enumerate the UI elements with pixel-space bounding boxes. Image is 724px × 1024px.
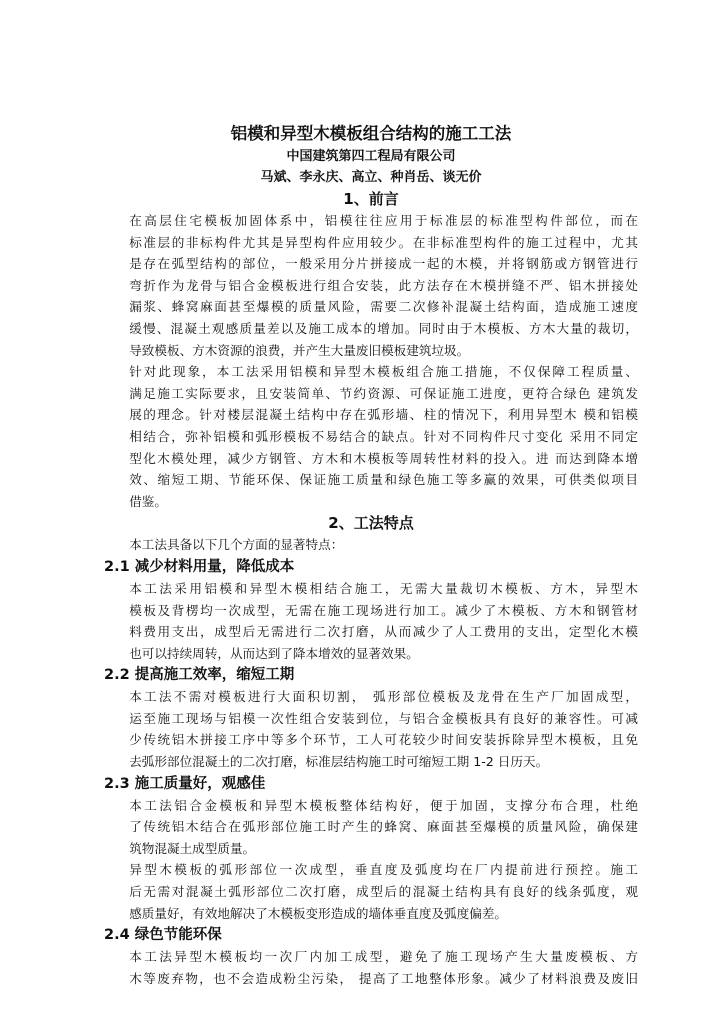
text-line: 异型木模板的弧形部位一次成型，垂直度及弧度均在厂内提前进行预控。施工	[129, 862, 638, 878]
paragraph	[104, 210, 638, 361]
text-line: 本工法不需对模板进行大面积切割， 弧形部位模板及龙骨在生产厂加固成型，	[129, 689, 638, 705]
document-title: 铝模和异型木模板组合结构的施工工法	[230, 124, 512, 143]
section-heading-features: 2、工法特点	[328, 514, 414, 533]
text-line: 导致模板、方木资源的浪费，并产生大量废旧模板建筑垃圾。	[129, 342, 470, 358]
text-line: 本工法具备以下几个方面的显著特点：	[129, 537, 344, 553]
text-line: 了传统铝木结合在弧形部位施工时产生的蜂窝、麻面甚至爆模的质量风险，确保建	[129, 819, 638, 835]
paragraph	[104, 534, 638, 556]
text-line: 展的理念。针对楼层混凝土结构中存在弧形墙、柱的情况下，利用异型木 模和铝模	[129, 407, 638, 423]
text-line: 针对此现象，本工法采用铝模和异型木模板组合施工措施，不仅保障工程质量、	[129, 364, 638, 380]
authors-line: 马斌、李永庆、高立、种肖岳、谈无价	[260, 170, 482, 185]
paragraph	[104, 361, 638, 512]
text-line: 弯折作为龙骨与铝合金模板进行组合安装，此方法存在木模拼缝不严、铝木拼接处	[129, 277, 638, 293]
text-line: 木等废弃物，也不会造成粉尘污染， 提高了工地整体形象。减少了材料浪费及废旧	[129, 970, 638, 986]
subsection-heading: 2.1 减少材料用量，降低成本	[104, 558, 295, 575]
text-line: 也可以持续周转，从而达到了降本增效的显著效果。	[129, 645, 419, 661]
text-line: 运至施工现场与铝模一次性组合安装到位，与铝合金模板具有良好的兼容性。可减	[129, 710, 638, 726]
paragraph	[104, 859, 638, 924]
text-line: 在高层住宅模板加固体系中，铝模往往应用于标准层的标准型构件部位，而在	[129, 213, 638, 228]
text-line: 标准层的非标构件尤其是异型构件应用较少。在非标准型构件的施工过程中，尤其	[129, 234, 638, 250]
text-line: 是存在弧型结构的部位，一般采用分片拼接成一起的木模，并将钢筋或方钢管进行	[129, 256, 638, 272]
text-line: 感质量好，有效地解决了木模板变形造成的墙体垂直度及弧度偏差。	[129, 905, 507, 921]
subsection-heading: 2.4 绿色节能环保	[104, 927, 222, 944]
document-content	[104, 122, 638, 989]
text-line: 满足施工实际要求，且安装简单、节约资源、可保证施工进度，更符合绿色 建筑发	[129, 385, 638, 401]
text-line: 少传统铝木拼接工序中等多个环节，工人可花较少时间安装拆除异型木模板，且免	[129, 732, 638, 748]
subsection-heading: 2.3 施工质量好，观感佳	[104, 775, 266, 792]
text-line: 后无需对混凝土弧形部位二次打磨，成型后的混凝土结构具有良好的线条弧度，观	[129, 884, 638, 900]
organization-line: 中国建筑第四工程局有限公司	[286, 149, 456, 164]
paragraph	[104, 946, 638, 989]
section-heading-introduction: 1、前言	[343, 190, 399, 208]
text-line: 本工法异型木模板均一次厂内加工成型，避免了施工现场产生大量废模板、方	[129, 949, 638, 965]
text-line: 本工法铝合金模板和异型木模板整体结构好，便于加固，支撑分布合理，杜绝	[129, 797, 638, 813]
paragraph	[104, 795, 638, 860]
text-line: 本工法采用铝模和异型木模相结合施工，无需大量裁切木模板、方木，异型木	[129, 580, 638, 596]
text-line: 筑物混凝土成型质量。	[129, 840, 256, 856]
text-line: 效、缩短工期、节能环保、保证施工质量和绿色施工等多赢的效果，可供类似项目	[129, 472, 638, 488]
paragraph	[104, 686, 638, 772]
text-line: 去弧形部位混凝土的二次打磨，标准层结构施工时可缩短工期 1-2 日历天。	[129, 754, 549, 770]
text-line: 型化木模处理，减少方钢管、方木和木模板等周转性材料的投入。进 而达到降本增	[129, 450, 638, 466]
paragraph	[104, 578, 638, 664]
text-line: 缓慢、混凝土观感质量差以及施工成本的增加。同时由于木模板、方木大量的裁切，	[129, 320, 638, 336]
text-line: 料费用支出，成型后无需进行二次打磨，从而减少了人工费用的支出，定型化木模	[129, 624, 638, 640]
text-line: 模板及背楞均一次成型，无需在施工现场进行加工。减少了木模板、方木和钢管材	[129, 602, 638, 618]
subsection-heading: 2.2 提高施工效率，缩短工期	[104, 667, 295, 684]
text-line: 漏浆、蜂窝麻面甚至爆模的质量风险，需要二次修补混凝土结构面，造成施工速度	[129, 299, 638, 315]
text-line: 借鉴。	[129, 493, 167, 509]
text-line: 相结合，弥补铝模和弧形模板不易结合的缺点。针对不同构件尺寸变化 采用不同定	[129, 428, 638, 444]
